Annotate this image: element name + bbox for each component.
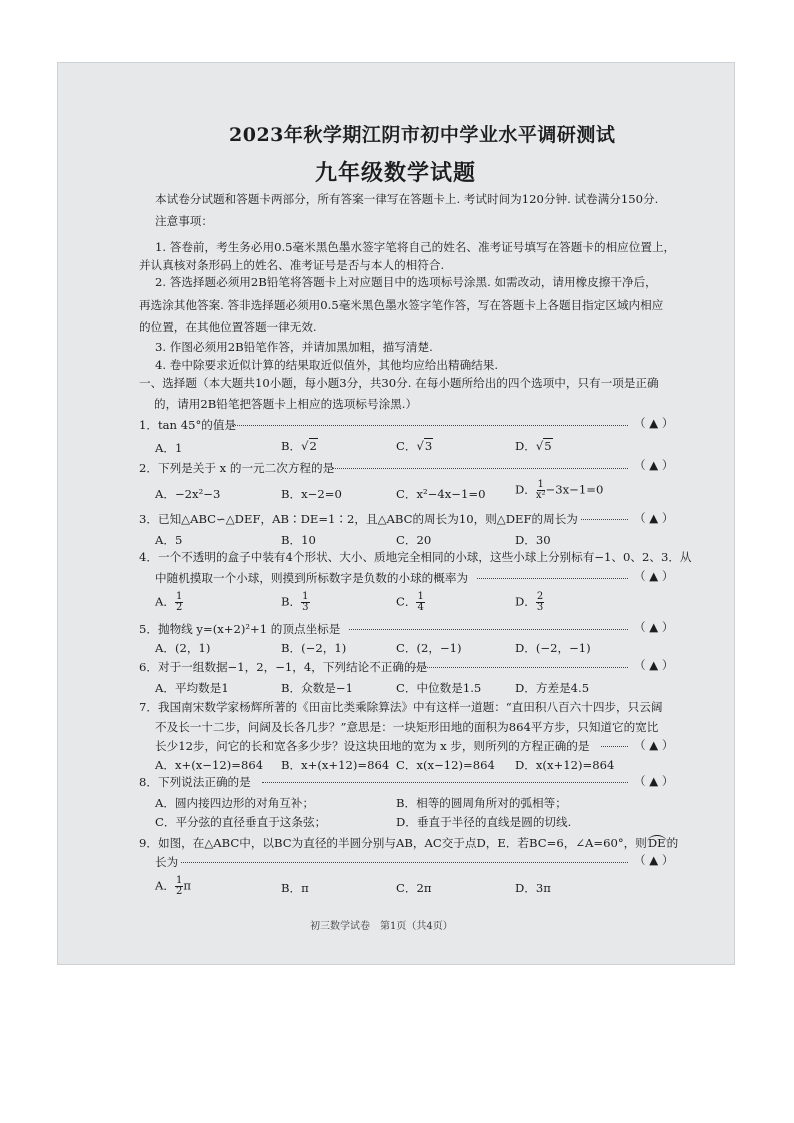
exam-title: 2023年秋学期江阴市初中学业水平调研测试 [229, 124, 616, 146]
q8-option-b: B．相等的圆周角所对的弧相等； [396, 796, 567, 810]
q1-option-b: B．√2 [281, 439, 317, 453]
notice-3: 3. 作图必须用2B铅笔作答，并请加黑加粗，描写清楚. [155, 340, 433, 354]
notice-label: 注意事项： [155, 214, 213, 228]
q3-option-c: C．20 [396, 533, 432, 547]
q7-option-b: B．x+(x+12)=864 [281, 758, 390, 772]
q8-answer-mark: （ ▲ ） [634, 774, 674, 788]
q3-answer-mark: （ ▲ ） [634, 511, 674, 525]
q8-option-d: D．垂直于半径的直线是圆的切线. [396, 815, 572, 829]
leader-dots [262, 781, 628, 783]
intro-lead: 本试卷分试题和答题卡两部分，所有答案一律写在答题卡上. 考试时间为120分钟. 试卷满分150分. [155, 192, 659, 206]
q2-option-a: A．−2x²−3 [155, 487, 221, 501]
leader-dots [409, 666, 628, 668]
q2-stem: 2．下列是关于 x 的一元二次方程的是 [139, 461, 335, 475]
notice-4: 4. 卷中除要求近似计算的结果取近似值外，其他均应给出精确结果. [155, 358, 499, 372]
q1-option-d: D．√5 [515, 439, 552, 453]
q5-answer-mark: （ ▲ ） [634, 620, 674, 634]
exam-paper [57, 62, 735, 965]
arc-de: DE [647, 836, 666, 850]
notice-1a: 1. 答卷前，考生务必用0.5毫米黑色墨水签字笔将自己的姓名、准考证号填写在答题卡的相应位置上， [155, 240, 676, 254]
q1-stem: 1．tan 45°的值是 [139, 418, 237, 432]
q9-option-b: B．π [281, 881, 309, 895]
q6-option-d: D．方差是4.5 [515, 681, 590, 695]
notice-2c: 的位置，在其他位置答题一律无效. [139, 320, 317, 334]
q8-option-a: A．圆内接四边形的对角互补； [155, 796, 315, 810]
q6-stem: 6．对于一组数据−1，2，−1，4，下列结论不正确的是 [139, 660, 428, 674]
q3-option-b: B．10 [281, 533, 316, 547]
q2-option-d: D． $\frac{1}{\text{x²}}$ −3x−1=0 [515, 479, 604, 501]
section-header-1: 一、选择题（本大题共10小题，每小题3分，共30分. 在每小题所给出的四个选项中，只有一项是正确 [139, 376, 659, 390]
q7-option-a: A．x+(x−12)=864 [155, 758, 264, 772]
q5-stem: 5．抛物线 y=(x+2)²+1 的顶点坐标是 [139, 622, 341, 636]
q4-stem-1: 4．一个不透明的盒子中装有4个形状、大小、质地完全相同的小球，这些小球上分别标有−1、0、2、3．从 [139, 550, 692, 564]
q9-stem-1: 9．如图，在△ABC中，以BC为直径的半圆分别与AB，AC交于点D，E．若BC=6，∠A=60°，则DE的 [139, 836, 679, 850]
q5-option-a: A．(2，1) [155, 641, 211, 655]
q7-stem-3: 长少12步，问它的长和宽各多少步？设这块田地的宽为 x 步，则所列的方程正确的是 [155, 739, 590, 753]
q4-answer-mark: （ ▲ ） [634, 569, 674, 583]
q1-answer-mark: （ ▲ ） [634, 416, 674, 430]
q9-stem-2: 长为 [155, 855, 179, 869]
q1-option-a: A．1 [155, 441, 183, 455]
leader-dots [181, 861, 628, 863]
q3-stem: 3．已知△ABC∽△DEF，AB∶DE=1∶2，且△ABC的周长为10，则△DEF的周长为 [139, 512, 578, 526]
q7-answer-mark: （ ▲ ） [634, 738, 674, 752]
q6-answer-mark: （ ▲ ） [634, 658, 674, 672]
leader-dots [601, 745, 628, 747]
q2-option-c: C．x²−4x−1=0 [396, 487, 486, 501]
q6-option-c: C．中位数是1.5 [396, 681, 482, 695]
notice-2b: 再选涂其他答案. 答非选择题必须用0.5毫米黑色墨水签字笔作答，写在答题卡上各题目指定区域内相应 [139, 298, 664, 312]
q7-option-c: C．x(x−12)=864 [396, 758, 495, 772]
notice-2a: 2. 答选择题必须用2B铅笔将答题卡上对应题目中的选项标号涂黑. 如需改动，请用橡皮擦干净后， [155, 275, 657, 289]
q5-option-c: C．(2，−1) [396, 641, 462, 655]
leader-dots [581, 518, 628, 520]
q7-option-d: D．x(x+12)=864 [515, 758, 615, 772]
section-header-2: 的，请用2B铅笔把答题卡上相应的选项标号涂黑.） [154, 397, 418, 411]
q9-option-d: D．3π [515, 881, 551, 895]
leader-dots [477, 577, 628, 579]
q7-stem-1: 7．我国南宋数学家杨辉所著的《田亩比类乘除算法》中有这样一道题：“直田积八百六十四步，只云阔 [139, 700, 663, 714]
q4-stem-2: 中随机摸取一个小球，则摸到所标数字是负数的小球的概率为 [155, 571, 469, 585]
q7-stem-2: 不及长一十二步，问阔及长各几步？”意思是：一块矩形田地的面积为864平方步，只知道它的宽比 [155, 720, 659, 734]
q9-option-c: C．2π [396, 881, 432, 895]
q6-option-a: A．平均数是1 [155, 681, 229, 695]
q4-option-b: B． $\frac{1}{3}$ [281, 591, 309, 613]
q8-option-c: C．平分弦的直径垂直于这条弦； [155, 815, 327, 829]
q5-option-d: D．(−2，−1) [515, 641, 591, 655]
leader-dots [349, 628, 628, 630]
q4-option-a: A． $\frac{1}{2}$ [155, 591, 183, 613]
leader-dots [232, 424, 628, 426]
q1-option-c: C．√3 [396, 439, 433, 453]
q8-stem: 8．下列说法正确的是 [139, 775, 251, 789]
page-footer: 初三数学试卷 第1页（共4页） [310, 921, 453, 932]
q4-option-d: D． $\frac{2}{3}$ [515, 591, 544, 613]
q3-option-a: A．5 [155, 533, 183, 547]
q3-option-d: D．30 [515, 533, 551, 547]
q6-option-b: B．众数是−1 [281, 681, 353, 695]
q9-option-a: A． $\frac{1}{2}$ π [155, 875, 191, 897]
notice-1b: 并认真核对条形码上的姓名、准考证号是否与本人的相符合. [139, 258, 445, 272]
q5-option-b: B．(−2，1) [281, 641, 347, 655]
exam-subtitle: 九年级数学试题 [315, 160, 477, 186]
leader-dots [332, 467, 628, 469]
q2-option-b: B．x−2=0 [281, 487, 342, 501]
q9-answer-mark: （ ▲ ） [634, 853, 674, 867]
q2-answer-mark: （ ▲ ） [634, 458, 674, 472]
q4-option-c: C． $\frac{1}{4}$ [396, 591, 424, 613]
